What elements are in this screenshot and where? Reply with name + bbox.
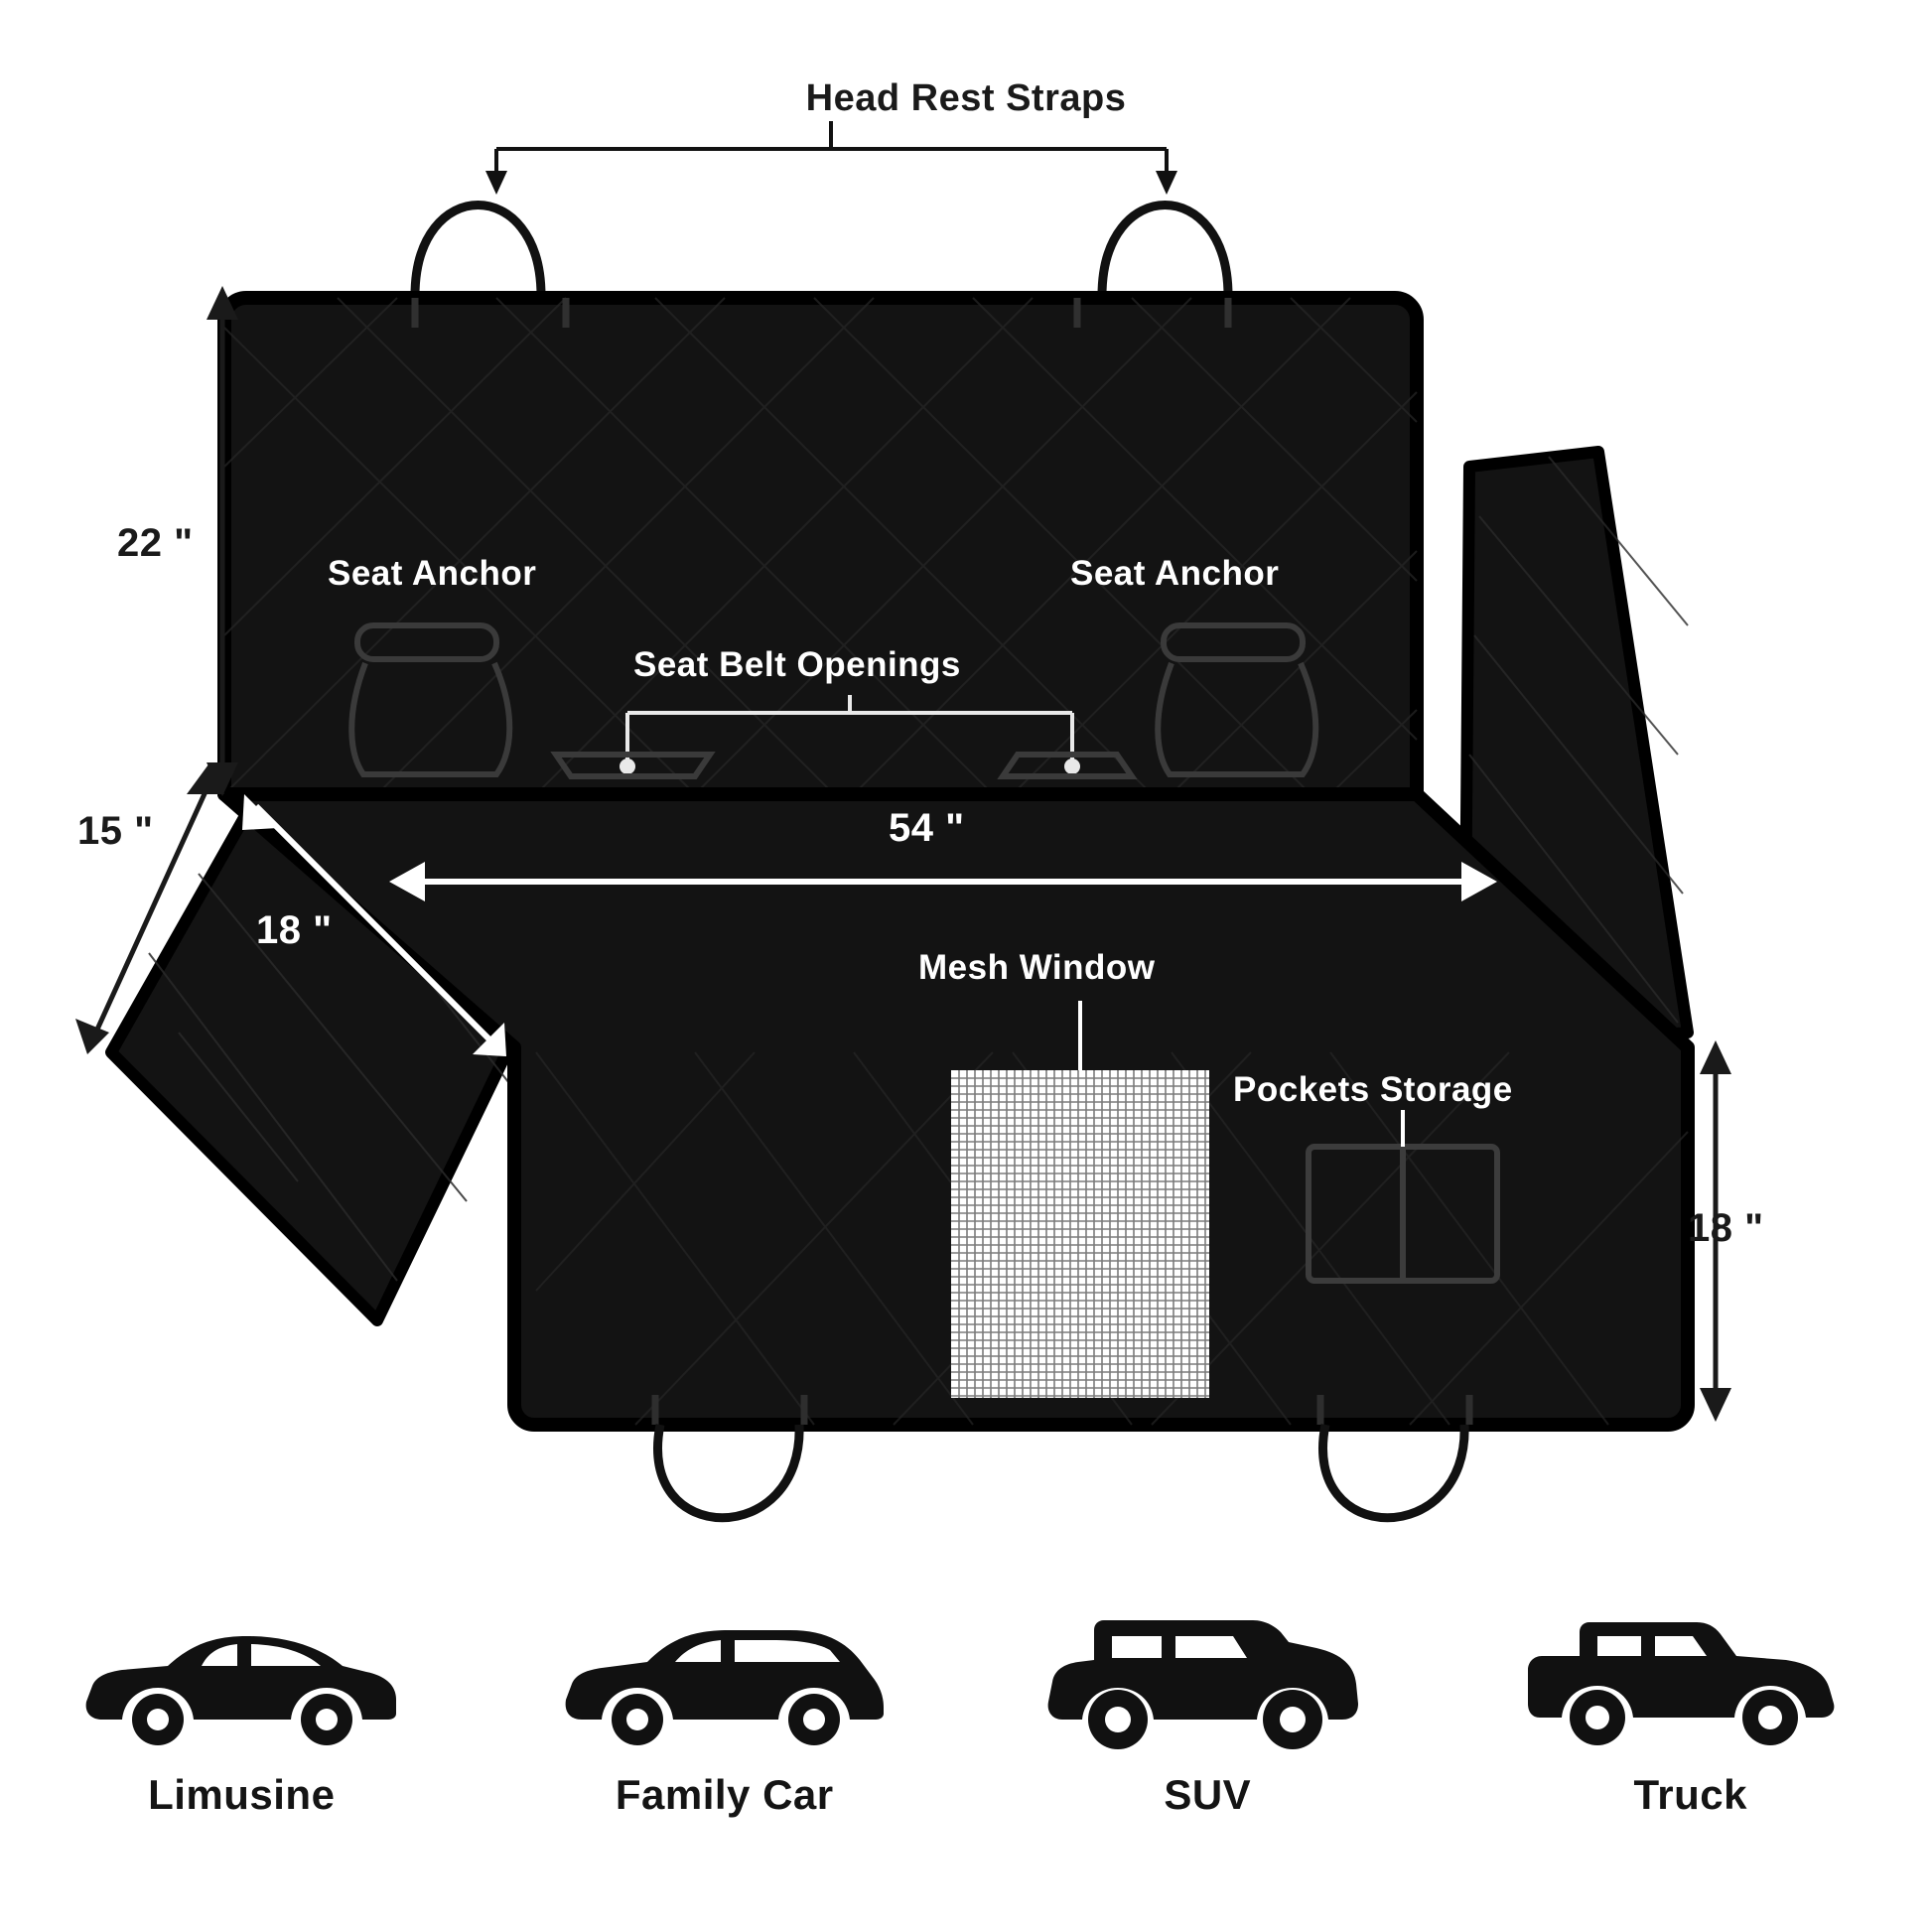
label-seat-anchor-left: Seat Anchor — [328, 554, 537, 593]
label-mesh-window: Mesh Window — [918, 948, 1156, 987]
suv-icon — [1038, 1608, 1376, 1757]
label-seat-anchor-right: Seat Anchor — [1070, 554, 1280, 593]
hatchback-icon — [556, 1608, 894, 1757]
vehicle-compatibility-row — [0, 1608, 1932, 1906]
vehicle-item-suv — [976, 1608, 1440, 1819]
dimension-label-flap-width: 18 " — [256, 908, 333, 952]
label-seat-belt-openings: Seat Belt Openings — [633, 645, 961, 684]
dimension-label-width: 54 " — [889, 806, 965, 850]
vehicle-item-truck — [1458, 1608, 1922, 1819]
label-pockets-storage: Pockets Storage — [1233, 1070, 1513, 1109]
vehicle-label: Limusine — [148, 1771, 336, 1818]
backrest-panel — [224, 298, 1417, 794]
vehicle-item-limusine — [10, 1608, 474, 1819]
vehicle-item-family-car — [492, 1608, 956, 1819]
vehicle-label: Truck — [1633, 1771, 1748, 1818]
dimension-label-seat-depth: 18 " — [1688, 1206, 1764, 1250]
vehicle-label: SUV — [1164, 1771, 1252, 1818]
dimension-label-backrest-height: 22 " — [117, 521, 194, 565]
pickup-truck-icon — [1522, 1608, 1860, 1757]
label-head-rest-straps: Head Rest Straps — [805, 77, 1127, 119]
head-rest-strap-bracket — [485, 121, 1177, 195]
dimension-label-flap-depth: 15 " — [77, 809, 154, 853]
head-rest-strap-loops — [415, 206, 1228, 297]
sedan-icon — [72, 1608, 410, 1757]
vehicle-label: Family Car — [615, 1771, 834, 1818]
